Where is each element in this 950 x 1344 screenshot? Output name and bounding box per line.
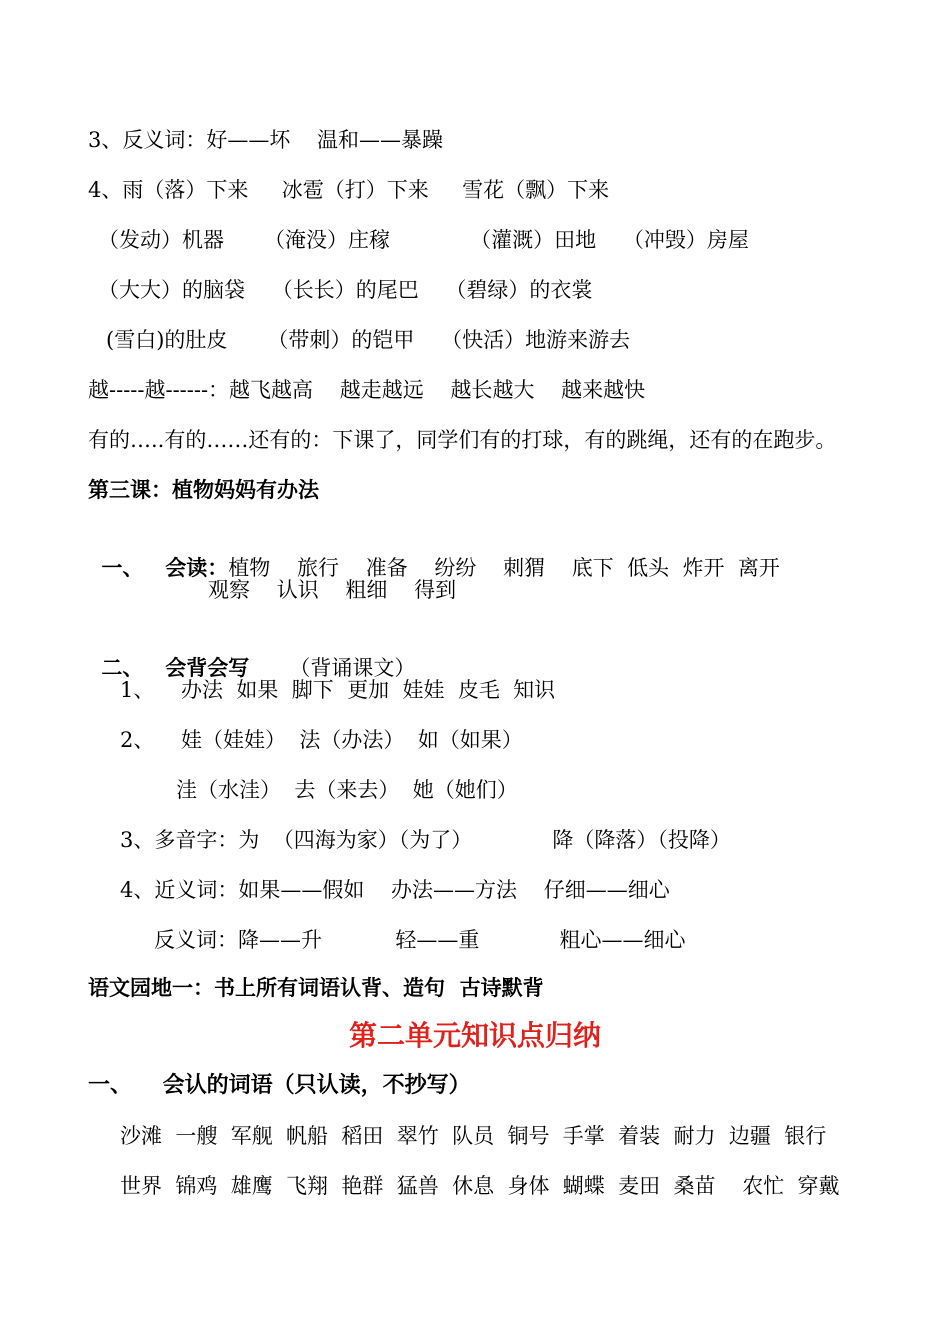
write-note: （背诵课文） xyxy=(289,656,416,680)
lesson3-heading: 第三课：植物妈妈有办法 xyxy=(88,478,319,502)
read-label: 一、 会读： xyxy=(101,556,229,580)
item-1: 1、 办法 如果 脚下 更加 娃娃 皮毛 知识 xyxy=(120,678,556,702)
write-heading-line xyxy=(88,626,415,682)
garden-line: 语文园地一：书上所有词语认背、造句 古诗默背 xyxy=(88,976,544,1000)
item-2: 2、 娃（娃娃） 法（办法） 如（如果） xyxy=(120,728,523,752)
phrases-line-3: (雪白)的肚皮 （带刺）的铠甲 （快活）地游来游去 xyxy=(106,328,631,352)
antonyms-line: 3、反义词：好——坏 温和——暴躁 xyxy=(88,128,444,152)
phrases-line-1: （发动）机器 （淹没）庄稼 （灌溉）田地 （冲毁）房屋 xyxy=(98,228,749,252)
item-3: 3、多音字：为 （四海为家）（为了） 降（降落）（投降） xyxy=(120,828,731,852)
yue-pattern-line: 越-----越------：越飞越高 越走越远 越长越大 越来越快 xyxy=(88,378,646,402)
youde-pattern-line: 有的…..有的……还有的：下课了，同学们有的打球，有的跳绳，还有的在跑步。 xyxy=(88,428,837,452)
read-words-line-2: 观察 认识 粗细 得到 xyxy=(208,578,457,602)
write-label: 二、 会背会写 xyxy=(101,656,250,680)
item-4: 4、近义词：如果——假如 办法——方法 仔细——细心 xyxy=(120,878,670,902)
words-row-2: 世界 锦鸡 雄鹰 飞翔 艳群 猛兽 休息 身体 蝴蝶 麦田 桑苗 农忙 穿戴 xyxy=(120,1174,840,1198)
read-words-line-1 xyxy=(88,526,780,582)
item-4b: 反义词：降——升 轻——重 粗心——细心 xyxy=(154,928,686,952)
phrases-line-2: （大大）的脑袋 （长长）的尾巴 （碧绿）的衣裳 xyxy=(98,278,593,302)
item-2b: 洼（水洼） 去（来去） 她（她们） xyxy=(176,778,518,802)
unit2-section1: 一、 会认的词语（只认读，不抄写） xyxy=(88,1073,471,1098)
read-words-1: 植物 旅行 准备 纷纷 刺猬 底下 低头 炸开 离开 xyxy=(228,556,780,580)
words-row-1: 沙滩 一艘 军舰 帆船 稻田 翠竹 队员 铜号 手掌 着装 耐力 边疆 银行 xyxy=(120,1124,827,1148)
verbs-line: 4、雨（落）下来 冰雹（打）下来 雪花（飘）下来 xyxy=(88,178,610,202)
unit2-title: 第二单元知识点归纳 xyxy=(348,1019,601,1052)
